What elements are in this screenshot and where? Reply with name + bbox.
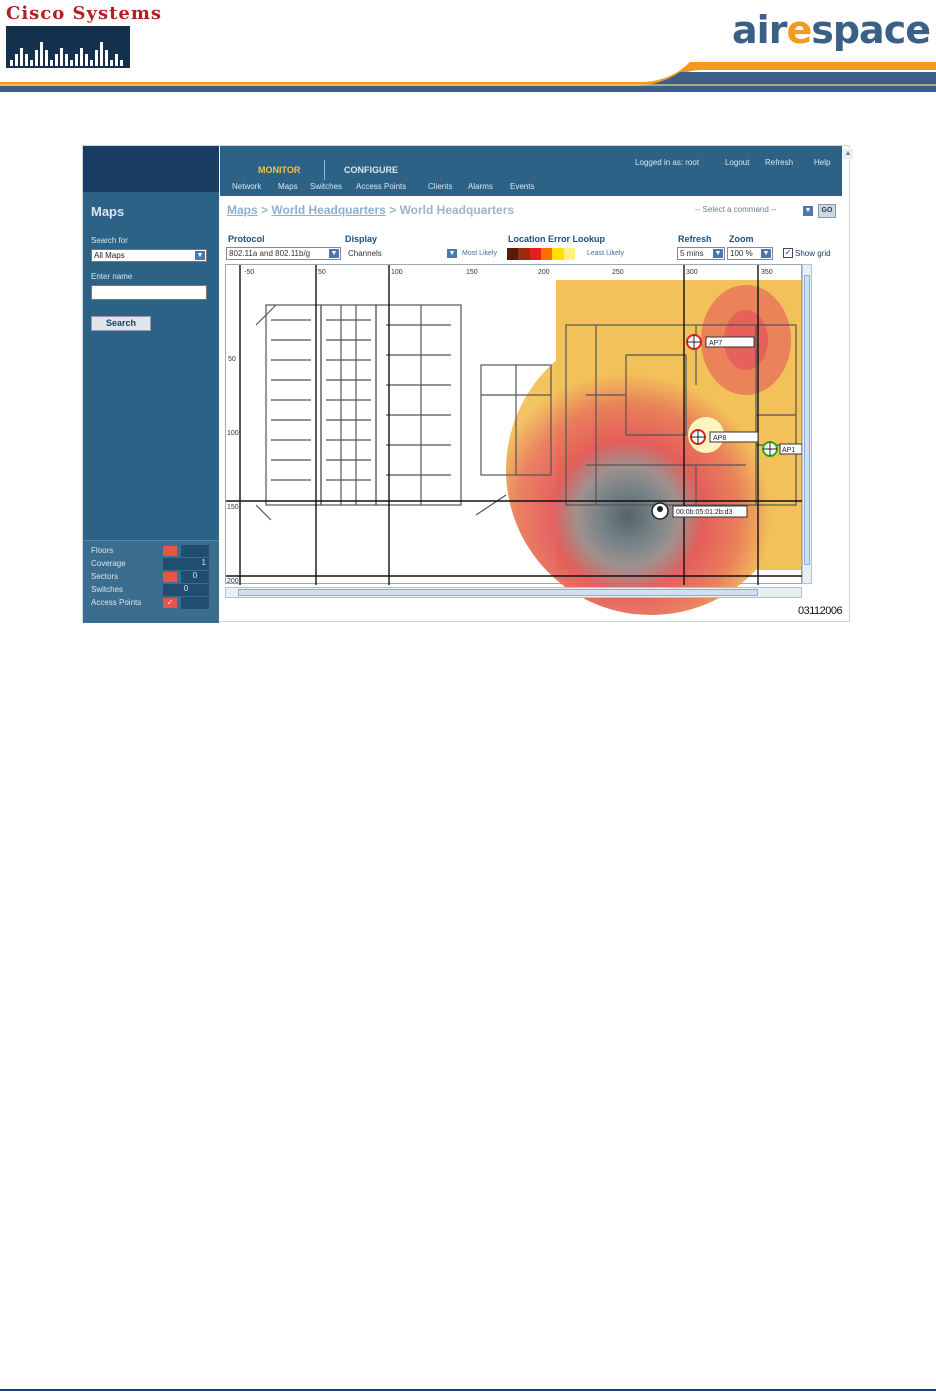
sidebar-logo-band bbox=[83, 146, 219, 192]
sidebar-title: Maps bbox=[91, 204, 125, 219]
access-point-ap1 bbox=[763, 442, 802, 456]
chevron-down-icon: ▼ bbox=[448, 250, 456, 257]
chevron-down-icon: ▼ bbox=[196, 252, 204, 259]
x-tick: 150 bbox=[466, 269, 478, 276]
help-link[interactable]: Help bbox=[814, 158, 831, 167]
window-scroll-up-icon[interactable]: ▲ bbox=[844, 150, 852, 157]
breadcrumb-world-hq-link[interactable]: World Headquarters bbox=[271, 203, 386, 217]
svg-text:00:0b:05:01:2b:d3: 00:0b:05:01:2b:d3 bbox=[676, 509, 733, 516]
airespace-logo: airespace bbox=[732, 8, 930, 52]
tab-divider bbox=[324, 160, 325, 180]
sectors-color-swatch bbox=[163, 572, 177, 582]
least-likely-label: Least Likely bbox=[587, 250, 624, 257]
document-header bbox=[0, 0, 936, 92]
y-tick: 150 bbox=[227, 504, 239, 511]
subnav-events[interactable]: Events bbox=[510, 182, 535, 191]
x-tick: 250 bbox=[612, 269, 624, 276]
legend-row-coverage: Coverage 1 bbox=[91, 558, 211, 571]
access-point-ap8 bbox=[691, 430, 758, 444]
floor-map[interactable] bbox=[225, 264, 802, 584]
legend-row-switches: Switches 0 bbox=[91, 584, 211, 597]
y-tick: 50 bbox=[228, 356, 236, 363]
logout-link[interactable]: Logout bbox=[725, 158, 750, 167]
search-for-value: All Maps bbox=[94, 251, 125, 260]
show-grid-label: Show grid bbox=[795, 249, 831, 258]
x-tick: 100 bbox=[391, 269, 403, 276]
chevron-down-icon: ▼ bbox=[714, 250, 722, 257]
x-tick: 300 bbox=[686, 269, 698, 276]
location-error-color-scale bbox=[507, 248, 575, 260]
search-for-select[interactable] bbox=[91, 249, 207, 262]
show-grid-checkbox[interactable]: ✓ bbox=[784, 248, 792, 257]
location-error-label: Location Error Lookup bbox=[508, 234, 606, 244]
enter-name-label: Enter name bbox=[91, 272, 133, 281]
subnav-maps[interactable]: Maps bbox=[278, 182, 298, 191]
access-points-checkbox[interactable]: ✓ bbox=[163, 598, 177, 608]
display-select[interactable]: Channels ▼ bbox=[345, 247, 459, 260]
command-select[interactable]: -- Select a command -- bbox=[695, 205, 777, 214]
protocol-label: Protocol bbox=[228, 234, 265, 244]
access-point-ap7 bbox=[687, 335, 754, 349]
horizontal-scroll-thumb[interactable] bbox=[238, 589, 758, 596]
subnav-access-points[interactable]: Access Points bbox=[356, 182, 407, 191]
map-vertical-scrollbar[interactable] bbox=[802, 264, 812, 584]
chevron-down-icon: ▼ bbox=[762, 250, 770, 257]
cisco-wordmark: Cisco Systems bbox=[6, 3, 163, 24]
map-horizontal-scrollbar[interactable] bbox=[225, 587, 802, 598]
map-legend bbox=[83, 540, 219, 623]
legend-row-floors: Floors bbox=[91, 545, 211, 558]
floor-map-canvas bbox=[226, 265, 803, 585]
y-tick: 200 bbox=[227, 578, 239, 585]
svg-text:AP1: AP1 bbox=[782, 447, 796, 454]
tab-monitor[interactable]: MONITOR bbox=[258, 165, 301, 175]
subnav-switches[interactable]: Switches bbox=[310, 182, 343, 191]
x-tick: 200 bbox=[538, 269, 550, 276]
subnav-alarms[interactable]: Alarms bbox=[468, 182, 493, 191]
zoom-label: Zoom bbox=[729, 234, 754, 244]
refresh-link[interactable]: Refresh bbox=[765, 158, 794, 167]
display-label: Display bbox=[345, 234, 378, 244]
legend-row-sectors: Sectors 0 bbox=[91, 571, 211, 584]
cisco-bridge-icon bbox=[6, 26, 130, 68]
y-tick: 100 bbox=[227, 430, 239, 437]
x-tick: -50 bbox=[244, 269, 255, 276]
tab-configure[interactable]: CONFIGURE bbox=[344, 165, 398, 175]
refresh-label: Refresh bbox=[678, 234, 712, 244]
legend-row-access-points: Access Points ✓ bbox=[91, 597, 211, 610]
x-tick: 350 bbox=[761, 269, 773, 276]
search-button[interactable]: Search bbox=[91, 316, 151, 331]
command-chevron-down-icon[interactable]: ▼ bbox=[804, 207, 812, 214]
protocol-select[interactable]: 802.11a and 802.11b/g ▼ bbox=[226, 247, 341, 260]
enter-name-input[interactable] bbox=[91, 285, 207, 300]
maps-application-window bbox=[82, 145, 850, 622]
breadcrumb: Maps > World Headquarters > World Headquarters bbox=[227, 203, 515, 217]
svg-text:AP7: AP7 bbox=[709, 340, 723, 347]
subnav-network[interactable]: Network bbox=[232, 182, 262, 191]
refresh-select[interactable]: 5 mins ▼ bbox=[677, 247, 725, 260]
zoom-select[interactable]: 100 % ▼ bbox=[727, 247, 773, 260]
go-button[interactable]: GO bbox=[818, 204, 836, 218]
figure-id: 03112006 bbox=[798, 605, 843, 617]
breadcrumb-current: World Headquarters bbox=[399, 203, 515, 217]
sidebar bbox=[83, 146, 219, 623]
svg-text:AP8: AP8 bbox=[713, 435, 727, 442]
logged-in-as-text: Logged in as: root bbox=[635, 158, 700, 167]
subnav-clients[interactable]: Clients bbox=[428, 182, 453, 191]
vertical-scroll-thumb[interactable] bbox=[804, 275, 810, 565]
cisco-logo bbox=[6, 26, 130, 68]
floors-color-swatch bbox=[163, 546, 177, 556]
top-navigation bbox=[220, 146, 842, 196]
most-likely-label: Most Likely bbox=[462, 250, 498, 257]
breadcrumb-maps-link[interactable]: Maps bbox=[227, 203, 258, 217]
x-tick: 50 bbox=[318, 269, 326, 276]
search-for-label: Search for bbox=[91, 236, 128, 245]
footer-rule bbox=[0, 1389, 936, 1391]
chevron-down-icon: ▼ bbox=[330, 250, 338, 257]
